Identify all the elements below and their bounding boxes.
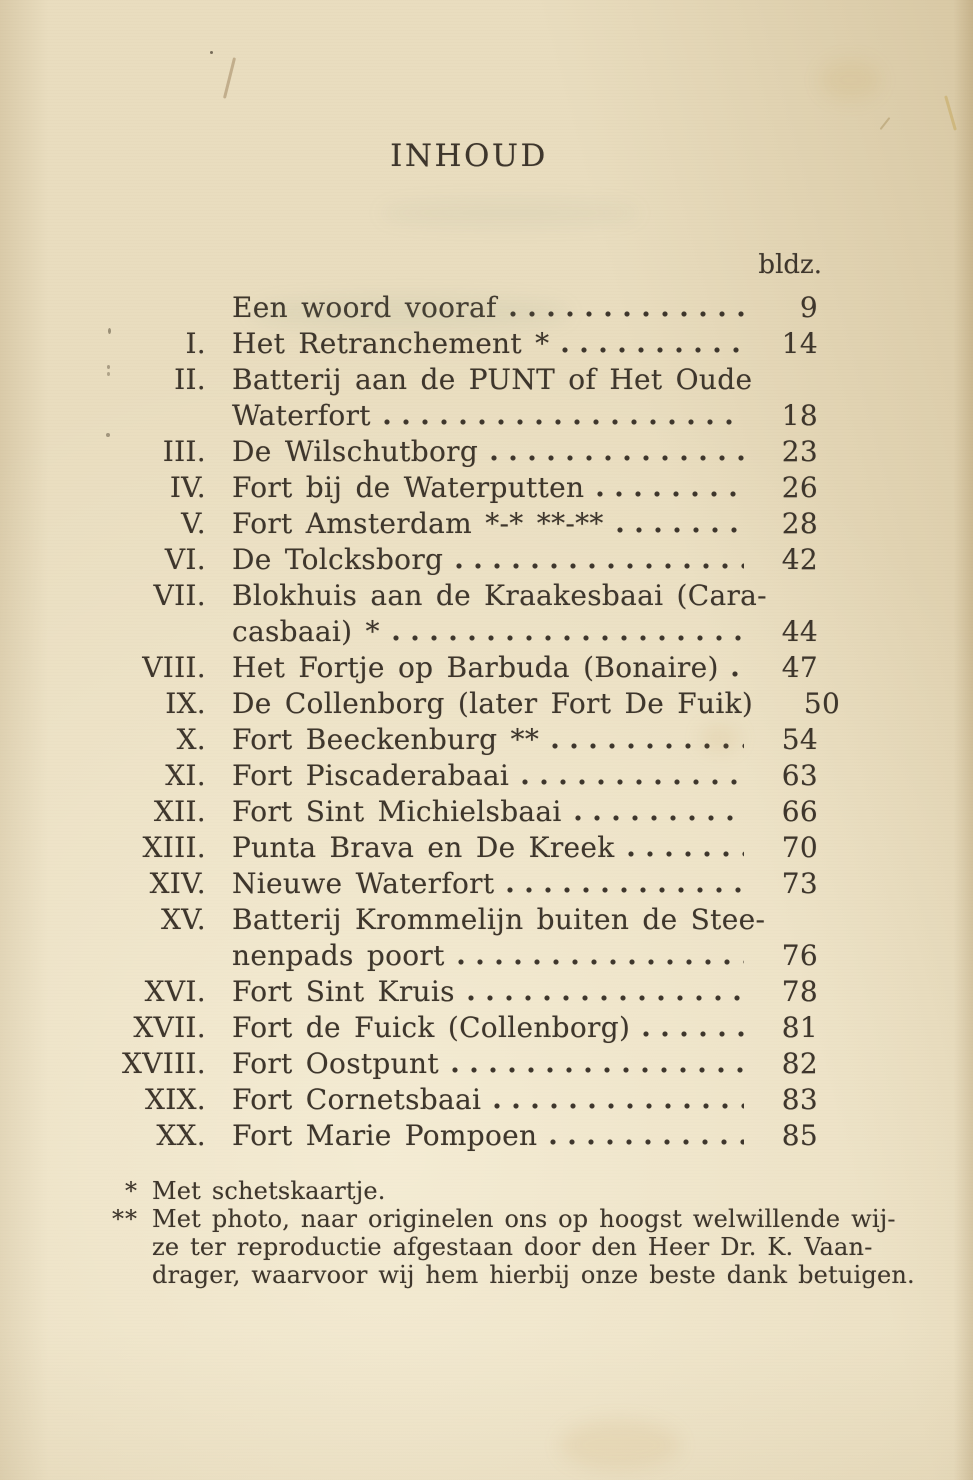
- toc-entry-page: 85: [781, 1119, 818, 1152]
- toc-entry-numeral: VI.: [164, 543, 206, 576]
- dot-leader: [643, 1030, 744, 1037]
- toc-entry-title: De Collenborg (later Fort De Fuik): [232, 687, 754, 720]
- toc-entry-title: De Wilschutborg: [232, 435, 479, 468]
- toc-row: [113, 363, 818, 399]
- toc-entry-page: 63: [781, 759, 818, 792]
- toc-entry-numeral: XI.: [165, 759, 206, 792]
- toc-entry-page: 76: [781, 939, 818, 972]
- dot-leader: [552, 742, 744, 749]
- toc-row: [113, 903, 818, 939]
- toc-entry-title: Fort Beeckenburg **: [232, 723, 540, 756]
- toc-entry-title: Fort Amsterdam *-* **-**: [232, 507, 604, 540]
- dot-leader: [550, 1138, 744, 1145]
- toc-row: [113, 435, 818, 471]
- toc-entry-numeral: XV.: [160, 903, 206, 936]
- toc-entry-page: 70: [781, 831, 818, 864]
- toc-entry-title: Het Fortje op Barbuda (Bonaire): [232, 651, 719, 684]
- dot-leader: [732, 670, 744, 677]
- toc-row: [113, 543, 818, 579]
- dot-leader: [494, 1102, 744, 1109]
- page-number-column-header: bldz.: [758, 250, 822, 280]
- footnote-marker: **: [112, 1205, 138, 1233]
- toc-entry-numeral: V.: [181, 507, 206, 540]
- dot-leader: [393, 634, 744, 641]
- paper-fiber: [880, 117, 891, 130]
- dot-leader: [575, 814, 744, 821]
- toc-entry-page: 23: [781, 435, 818, 468]
- toc-row: [113, 291, 818, 327]
- paper-speck: [107, 365, 110, 369]
- toc-entry-page: 66: [781, 795, 818, 828]
- dot-leader: [507, 886, 744, 893]
- toc-entry-title: Waterfort: [232, 399, 371, 432]
- dot-leader: [562, 346, 744, 353]
- paper-speck: [108, 328, 111, 334]
- toc-row: [113, 399, 818, 435]
- toc-entry-numeral: X.: [176, 723, 206, 756]
- dot-leader: [491, 454, 744, 461]
- table-of-contents: [113, 291, 841, 1155]
- footnotes: [108, 1177, 915, 1289]
- toc-entry-title: Nieuwe Waterfort: [232, 867, 495, 900]
- toc-entry-title: Fort Sint Kruis: [232, 975, 455, 1008]
- toc-row: [113, 867, 818, 903]
- toc-entry-numeral: VII.: [153, 579, 206, 612]
- footnote-row: [108, 1205, 896, 1233]
- toc-entry-page: 14: [781, 327, 818, 360]
- toc-entry-numeral: IX.: [165, 687, 206, 720]
- paper-speck: [210, 51, 213, 54]
- toc-row: [113, 975, 818, 1011]
- toc-entry-title: Het Retranchement *: [232, 327, 550, 360]
- toc-row: [113, 651, 818, 687]
- toc-row: [113, 1083, 818, 1119]
- paper-speck: [107, 372, 110, 376]
- dot-leader: [510, 310, 744, 317]
- toc-entry-page: 83: [781, 1083, 818, 1116]
- toc-entry-page: 73: [781, 867, 818, 900]
- footnote-text: Met photo, naar originelen ons op hoogst welwillende wij-: [152, 1205, 896, 1233]
- page-title: INHOUD: [390, 138, 548, 174]
- toc-entry-page: 28: [781, 507, 818, 540]
- dot-leader: [617, 526, 744, 533]
- toc-entry-page: 82: [781, 1047, 818, 1080]
- toc-entry-title: Een woord vooraf: [232, 291, 497, 324]
- dot-leader: [522, 778, 744, 785]
- toc-entry-numeral: XIII.: [142, 831, 206, 864]
- toc-entry-title: De Tolcksborg: [232, 543, 444, 576]
- footnote-marker: *: [125, 1177, 138, 1205]
- toc-entry-title: nenpads poort: [232, 939, 445, 972]
- toc-entry-numeral: XVII.: [133, 1011, 206, 1044]
- toc-entry-title: Batterij aan de PUNT of Het Oude: [232, 363, 753, 396]
- footnote-row: [108, 1261, 915, 1289]
- toc-row: [113, 507, 818, 543]
- toc-entry-title: Fort Oostpunt: [232, 1047, 439, 1080]
- toc-entry-title: Fort bij de Waterputten: [232, 471, 585, 504]
- toc-entry-page: 78: [781, 975, 818, 1008]
- toc-row: [113, 795, 818, 831]
- toc-row: [113, 579, 818, 615]
- show-through-smudge: [380, 200, 640, 226]
- toc-entry-title: Fort Marie Pompoen: [232, 1119, 538, 1152]
- toc-entry-page: 47: [781, 651, 818, 684]
- dot-leader: [468, 994, 744, 1001]
- toc-entry-numeral: VIII.: [142, 651, 206, 684]
- paper-fiber: [944, 95, 957, 130]
- toc-entry-page: 44: [781, 615, 818, 648]
- paper-fiber: [223, 57, 236, 98]
- toc-entry-page: 81: [781, 1011, 818, 1044]
- toc-row: [113, 615, 818, 651]
- toc-entry-numeral: XVI.: [144, 975, 206, 1008]
- toc-entry-numeral: IV.: [169, 471, 206, 504]
- dot-leader: [458, 958, 744, 965]
- toc-entry-title: casbaai) *: [232, 615, 380, 648]
- toc-entry-page: 50: [803, 687, 841, 720]
- toc-row: [113, 327, 818, 363]
- toc-row: [113, 1011, 818, 1047]
- toc-row: [113, 1047, 818, 1083]
- footnote-text: ze ter reproductie afgestaan door den Heer Dr. K. Vaan-: [152, 1233, 873, 1261]
- toc-entry-title: Fort Sint Michielsbaai: [232, 795, 562, 828]
- paper-stain: [560, 1420, 680, 1470]
- toc-row: [113, 471, 818, 507]
- paper-speck: [106, 433, 110, 437]
- toc-entry-page: 54: [781, 723, 818, 756]
- toc-row: [113, 759, 818, 795]
- toc-entry-page: 9: [799, 291, 818, 324]
- toc-entry-page: 18: [781, 399, 818, 432]
- toc-entry-numeral: II.: [174, 363, 206, 396]
- toc-row: [113, 831, 818, 867]
- dot-leader: [597, 490, 744, 497]
- footnote-row: [108, 1233, 873, 1261]
- toc-row: [113, 687, 841, 723]
- toc-entry-title: Fort Piscaderabaai: [232, 759, 510, 792]
- toc-entry-title: Punta Brava en De Kreek: [232, 831, 615, 864]
- toc-row: [113, 723, 818, 759]
- toc-row: [113, 939, 818, 975]
- toc-entry-numeral: XIX.: [144, 1083, 206, 1116]
- paper-stain: [820, 60, 880, 100]
- toc-entry-numeral: I.: [185, 327, 206, 360]
- dot-leader: [384, 418, 744, 425]
- toc-entry-numeral: XVIII.: [121, 1047, 206, 1080]
- toc-entry-numeral: XIV.: [149, 867, 206, 900]
- footnote-text: Met schetskaartje.: [152, 1177, 386, 1205]
- toc-entry-numeral: XII.: [153, 795, 206, 828]
- toc-entry-page: 26: [781, 471, 818, 504]
- dot-leader: [452, 1066, 744, 1073]
- toc-entry-numeral: III.: [162, 435, 206, 468]
- footnote-row: [108, 1177, 858, 1205]
- toc-row: [113, 1119, 818, 1155]
- dot-leader: [628, 850, 744, 857]
- toc-entry-title: Batterij Krommelijn buiten de Stee-: [232, 903, 766, 936]
- toc-entry-title: Fort de Fuick (Collenborg): [232, 1011, 631, 1044]
- toc-entry-title: Fort Cornetsbaai: [232, 1083, 482, 1116]
- toc-entry-numeral: XX.: [156, 1119, 206, 1152]
- dot-leader: [456, 562, 744, 569]
- footnote-text: drager, waarvoor wij hem hierbij onze beste dank betuigen.: [152, 1261, 915, 1289]
- toc-entry-title: Blokhuis aan de Kraakesbaai (Cara-: [232, 579, 767, 612]
- toc-entry-page: 42: [781, 543, 818, 576]
